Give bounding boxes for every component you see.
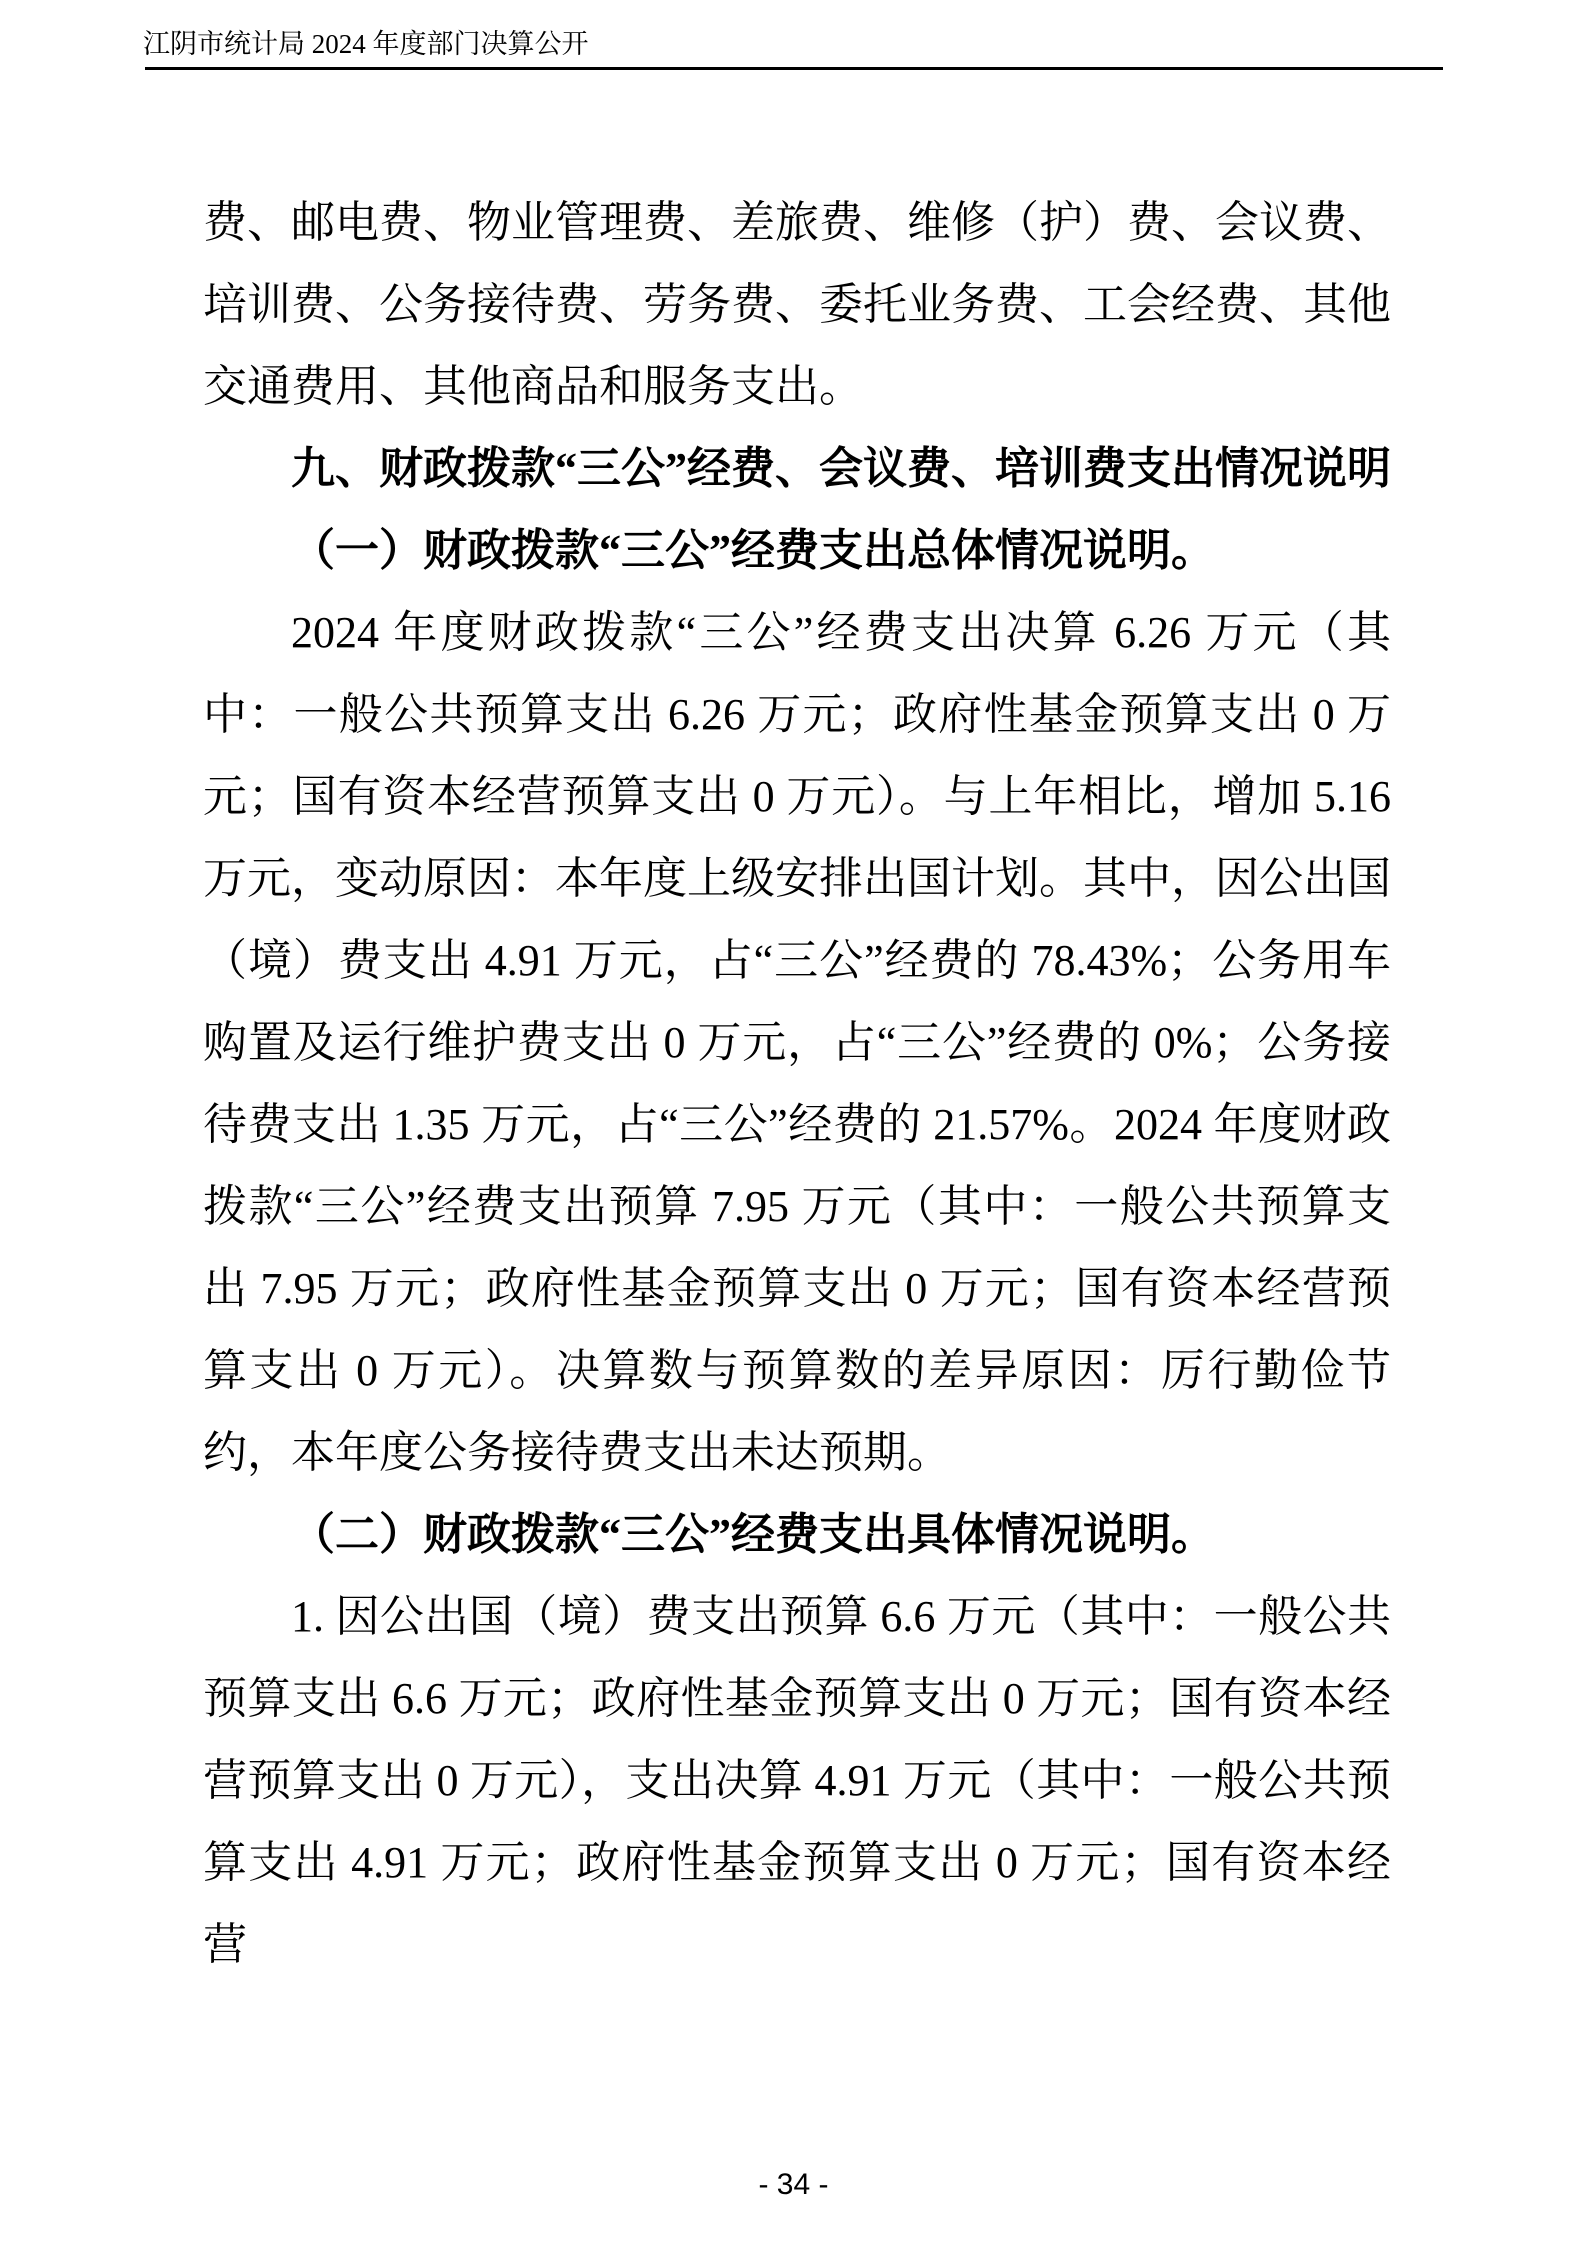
page-number: - 34 - — [758, 2168, 829, 2201]
page-header — [143, 26, 589, 62]
paragraph-expense-list-continuation: 费、邮电费、物业管理费、差旅费、维修（护）费、会议费、培训费、公务接待费、劳务费、委托业务费、工会经费、其他交通费用、其他商品和服务支出。 — [203, 198, 1391, 411]
header-rule — [145, 67, 1443, 70]
header-title: 江阴市统计局 2024 年度部门决算公开 — [143, 29, 589, 59]
page-footer — [0, 2165, 1587, 2205]
subsection-heading-one: （一）财政拨款“三公”经费支出总体情况说明。 — [291, 526, 1215, 575]
paragraph-overall-explanation: 2024 年度财政拨款“三公”经费支出决算 6.26 万元（其中：一般公共预算支出 6.26 万元；政府性基金预算支出 0 万元；国有资本经营预算支出 0 万元）。与上年相比，增加 5.16 万元，变动原因：本年度上级安排出国计划。其中，因公出国（境）费支出 4.91 万元，占“三公”经费的 78.43%；公务用车购置及运行维护费支出 0 万元，占“三公”经费的 0%；公务接待费支出 1.35 万元，占“三公”经费的 21.57%。2024 年度财政拨款“三公”经费支出预算 7.95 万元（其中：一般公共预算支出 7.95 万元；政府性基金预算支出 0 万元；国有资本经营预算支出 0 万元）。决算数与预算数的差异原因：厉行勤俭节约，本年度公务接待费支出未达预期。 — [203, 608, 1391, 1477]
section-heading-nine: 九、财政拨款“三公”经费、会议费、培训费支出情况说明 — [291, 444, 1391, 493]
subsection-heading-two: （二）财政拨款“三公”经费支出具体情况说明。 — [291, 1510, 1215, 1559]
document-body — [203, 182, 1391, 1986]
paragraph-item-one-abroad-expense: 1. 因公出国（境）费支出预算 6.6 万元（其中：一般公共预算支出 6.6 万元；政府性基金预算支出 0 万元；国有资本经营预算支出 0 万元），支出决算 4.91 万元（其中：一般公共预算支出 4.91 万元；政府性基金预算支出 0 万元；国有资本经营 — [203, 1592, 1391, 1969]
